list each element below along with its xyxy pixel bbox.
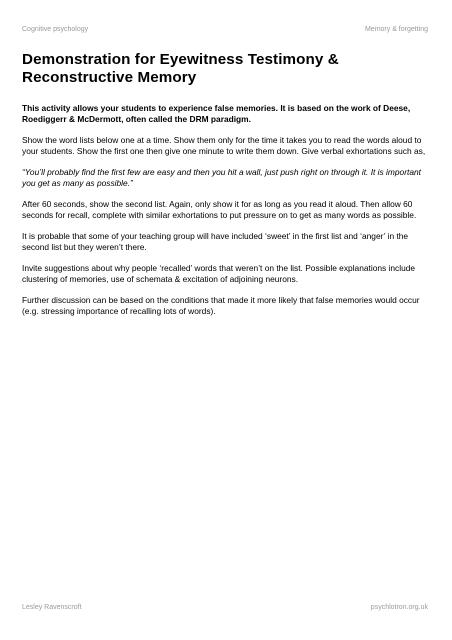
footer-website: psychlotron.org.uk xyxy=(370,604,428,611)
page-title: Demonstration for Eyewitness Testimony & Reconstructive Memory xyxy=(22,51,339,86)
explanations-paragraph: Invite suggestions about why people ‘recalled’ words that weren’t on the list. Possible explanations include clustering of memories, use of schemata & excitation of adjoining neurons. xyxy=(22,263,416,284)
expected-result-paragraph: It is probable that some of your teaching group will have included ‘sweet’ in the first list and ‘anger’ in the second list but they weren’t there. xyxy=(22,231,409,252)
exhortation-quote: “You’ll probably find the first few are easy and then you hit a wall, just push right on through it. It is important you get as many as possible.” xyxy=(22,167,421,188)
further-discussion-paragraph: Further discussion can be based on the conditions that made it more likely that false memories would occur (e.g. stressing importance of recalling lots of words). xyxy=(22,295,420,316)
second-list-paragraph: After 60 seconds, show the second list. Again, only show it for as long as you read it aloud. Then allow 60 seconds for recall, complete with similar exhortations to put pressure on to get as many words as possible. xyxy=(22,199,417,220)
instructions-paragraph: Show the word lists below one at a time. Show them only for the time it takes you to read the words aloud to your students. Show the first one then give one minute to write them down. Give verbal exhortations such as, xyxy=(22,135,426,156)
footer-author: Lesley Ravenscroft xyxy=(22,604,82,611)
intro-paragraph: This activity allows your students to experience false memories. It is based on the work of Deese, Roediggerr & McDermott, often called the DRM paradigm. xyxy=(22,103,411,124)
page-header xyxy=(22,26,428,33)
page-footer xyxy=(22,604,428,611)
header-subject: Cognitive psychology xyxy=(22,26,89,33)
header-topic: Memory & forgetting xyxy=(364,26,428,33)
main-content xyxy=(22,51,430,317)
